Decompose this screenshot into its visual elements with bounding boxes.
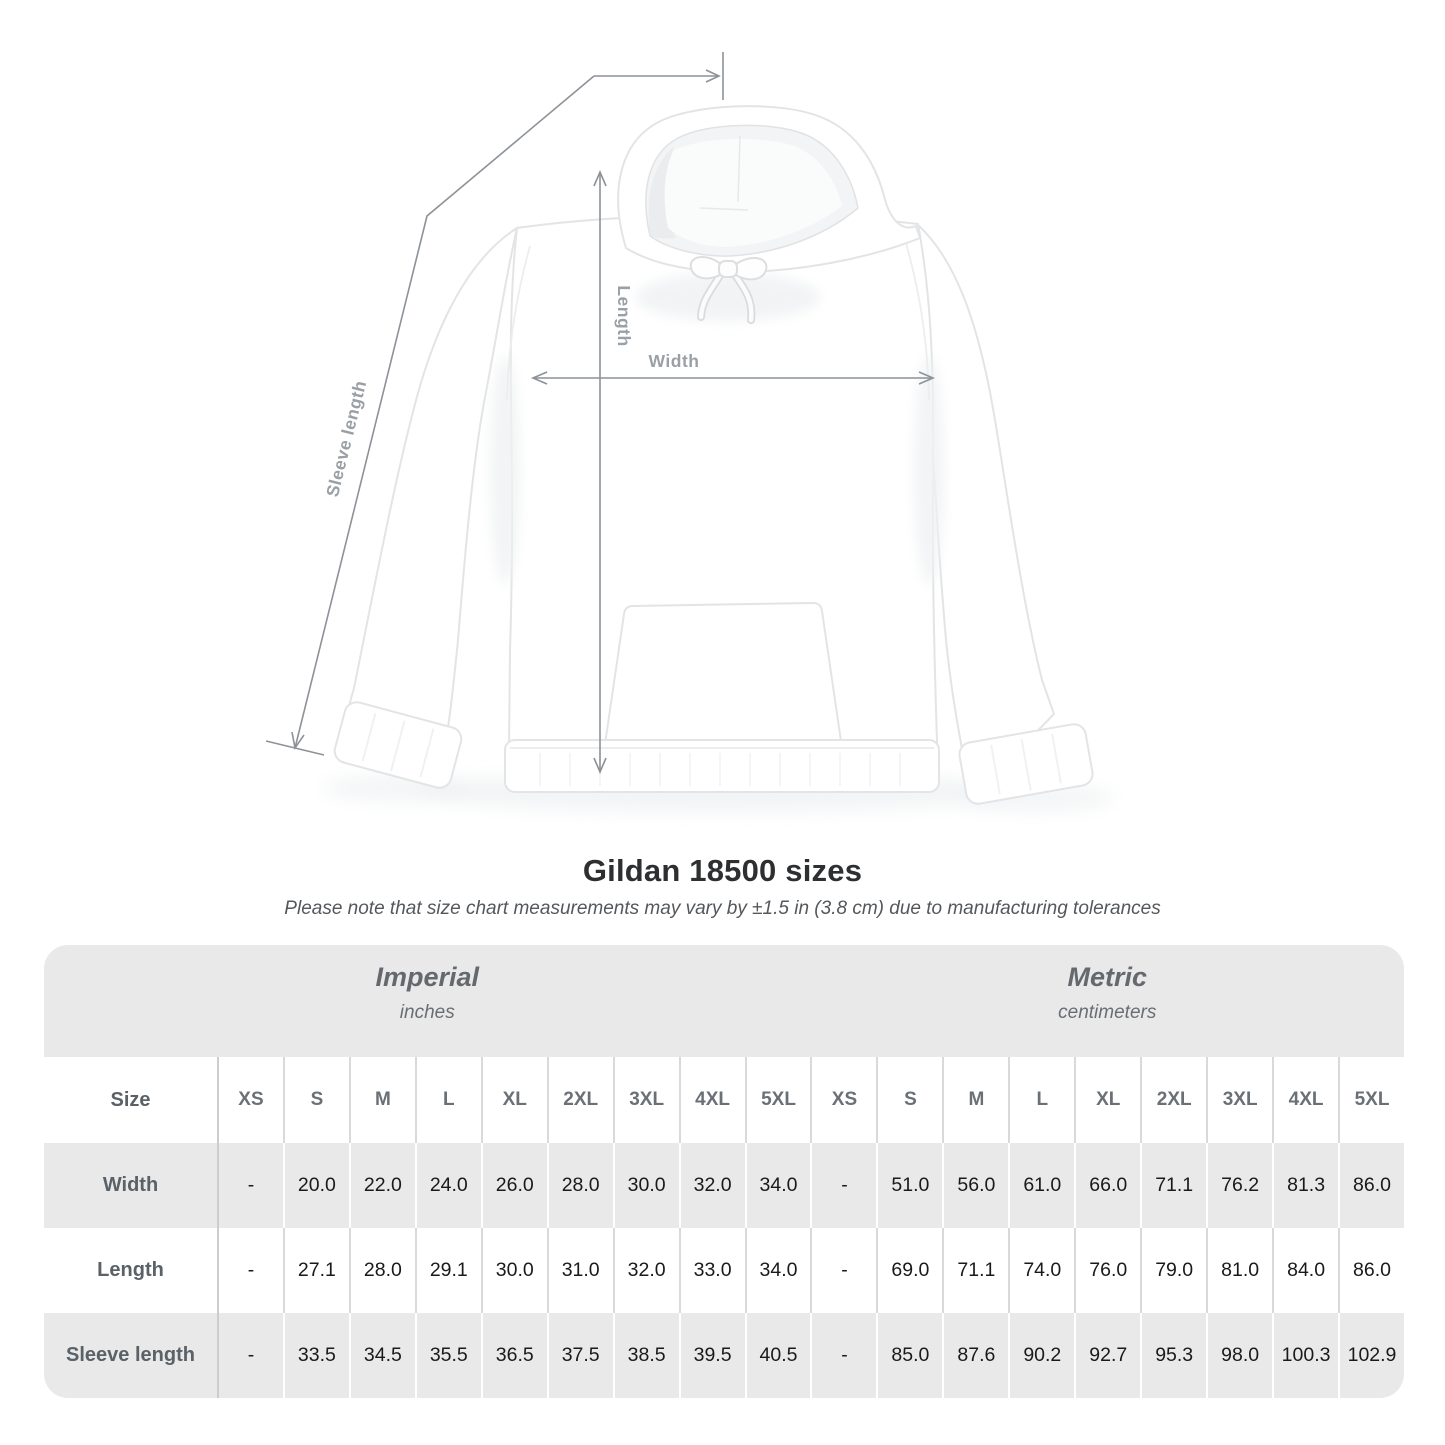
value-cell: -	[810, 1313, 876, 1398]
value-cell: -	[217, 1228, 283, 1313]
value-cell: 32.0	[679, 1143, 745, 1228]
value-cell: 32.0	[613, 1228, 679, 1313]
value-cell: 61.0	[1008, 1143, 1074, 1228]
tolerance-note: Please note that size chart measurements may vary by ±1.5 in (3.8 cm) due to manufacturing tolerances	[284, 898, 1161, 919]
size-col-header: L	[415, 1057, 481, 1143]
value-cell: 29.1	[415, 1228, 481, 1313]
value-cell: 34.5	[349, 1313, 415, 1398]
imperial-label: Imperial	[375, 962, 480, 992]
hoodie-illustration	[332, 106, 1094, 806]
metric-unit-label: centimeters	[1058, 1002, 1157, 1023]
value-cell: 26.0	[481, 1143, 547, 1228]
value-cell: 69.0	[876, 1228, 942, 1313]
width-measure-label: Width	[648, 351, 700, 371]
value-cell: 34.0	[745, 1143, 811, 1228]
length-measure-label: Length	[614, 285, 634, 347]
value-cell: 31.0	[547, 1228, 613, 1313]
value-cell: 39.5	[679, 1313, 745, 1398]
size-col-header: 2XL	[1140, 1057, 1206, 1143]
value-cell: 40.5	[745, 1313, 811, 1398]
value-cell: 30.0	[481, 1228, 547, 1313]
size-header-row	[44, 1057, 1404, 1143]
size-col-header: M	[942, 1057, 1008, 1143]
value-cell: 87.6	[942, 1313, 1008, 1398]
unit-header-metric	[811, 945, 1405, 1057]
page-title: Gildan 18500 sizes	[582, 853, 863, 888]
kangaroo-pocket	[604, 603, 842, 760]
value-cell: 36.5	[481, 1313, 547, 1398]
value-cell: 51.0	[876, 1143, 942, 1228]
value-cell: -	[217, 1313, 283, 1398]
value-cell: 86.0	[1338, 1143, 1404, 1228]
length-row	[44, 1228, 1404, 1313]
value-cell: 56.0	[942, 1143, 1008, 1228]
value-cell: 27.1	[283, 1228, 349, 1313]
value-cell: 20.0	[283, 1143, 349, 1228]
sleeve-length-row	[44, 1313, 1404, 1398]
size-col-header: S	[876, 1057, 942, 1143]
value-cell: 100.3	[1272, 1313, 1338, 1398]
value-cell: 71.1	[1140, 1143, 1206, 1228]
value-cell: 28.0	[547, 1143, 613, 1228]
size-col-header: 5XL	[745, 1057, 811, 1143]
size-col-header: 4XL	[1272, 1057, 1338, 1143]
value-cell: 24.0	[415, 1143, 481, 1228]
size-col-header: XL	[1074, 1057, 1140, 1143]
value-cell: -	[217, 1143, 283, 1228]
size-col-header: 4XL	[679, 1057, 745, 1143]
size-col-header: XS	[810, 1057, 876, 1143]
value-cell: 86.0	[1338, 1228, 1404, 1313]
hood	[618, 106, 920, 272]
size-col-header: M	[349, 1057, 415, 1143]
value-cell: 33.5	[283, 1313, 349, 1398]
value-cell: -	[810, 1228, 876, 1313]
width-row-label: Width	[102, 1174, 159, 1196]
value-cell: 71.1	[942, 1228, 1008, 1313]
value-cell: 90.2	[1008, 1313, 1074, 1398]
size-col-header: 2XL	[547, 1057, 613, 1143]
size-col-header: L	[1008, 1057, 1074, 1143]
value-cell: 92.7	[1074, 1313, 1140, 1398]
imperial-unit-label: inches	[399, 1002, 455, 1023]
value-cell: 84.0	[1272, 1228, 1338, 1313]
sleeve-measure-bottom-tick	[266, 741, 324, 755]
sleeve-length-row-label: Sleeve length	[66, 1344, 195, 1366]
unit-header-imperial	[44, 945, 811, 1057]
value-cell: 95.3	[1140, 1313, 1206, 1398]
size-header-label: Size	[110, 1088, 151, 1111]
value-cell: 38.5	[613, 1313, 679, 1398]
width-row	[44, 1143, 1404, 1228]
value-cell: 66.0	[1074, 1143, 1140, 1228]
waistband	[505, 740, 939, 792]
value-cell: 33.0	[679, 1228, 745, 1313]
size-col-header: 3XL	[1206, 1057, 1272, 1143]
value-cell: 28.0	[349, 1228, 415, 1313]
value-cell: 35.5	[415, 1313, 481, 1398]
value-cell: 81.3	[1272, 1143, 1338, 1228]
value-cell: 85.0	[876, 1313, 942, 1398]
value-cell: 79.0	[1140, 1228, 1206, 1313]
value-cell: 30.0	[613, 1143, 679, 1228]
value-cell: 98.0	[1206, 1313, 1272, 1398]
size-col-header: XL	[481, 1057, 547, 1143]
unit-header-band	[44, 945, 1404, 1057]
value-cell: 34.0	[745, 1228, 811, 1313]
value-cell: 74.0	[1008, 1228, 1074, 1313]
length-row-label: Length	[97, 1259, 164, 1281]
value-cell: 22.0	[349, 1143, 415, 1228]
sleeve-length-measure-label: Sleeve length	[322, 378, 371, 499]
size-col-header: 5XL	[1338, 1057, 1404, 1143]
metric-label: Metric	[1067, 962, 1148, 992]
size-col-header: S	[283, 1057, 349, 1143]
value-cell: 76.2	[1206, 1143, 1272, 1228]
value-cell: 76.0	[1074, 1228, 1140, 1313]
value-cell: 37.5	[547, 1313, 613, 1398]
size-col-header: XS	[217, 1057, 283, 1143]
size-col-header: 3XL	[613, 1057, 679, 1143]
size-table	[44, 945, 1404, 1398]
value-cell: -	[810, 1143, 876, 1228]
value-cell: 102.9	[1338, 1313, 1404, 1398]
value-cell: 81.0	[1206, 1228, 1272, 1313]
